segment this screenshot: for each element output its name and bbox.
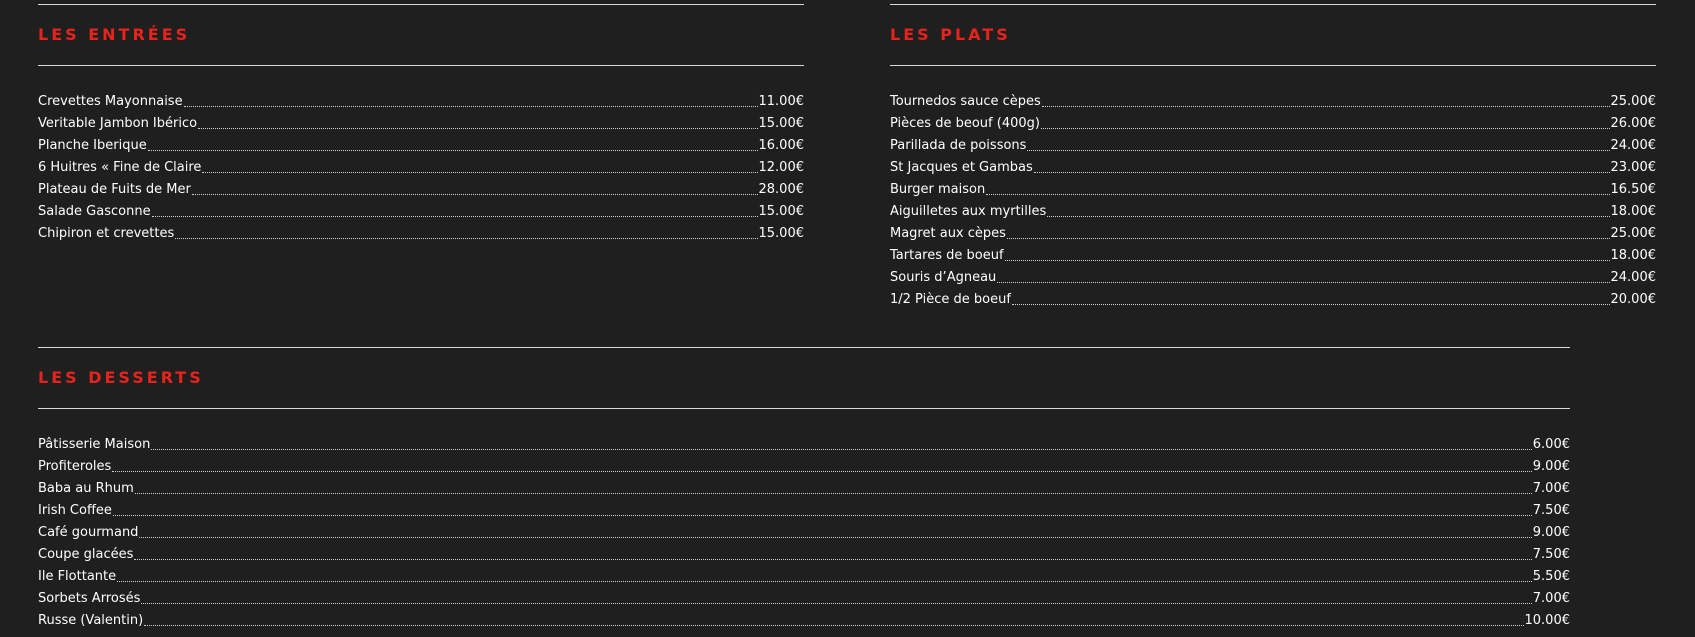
menu-item-name: Tartares de boeuf [890, 248, 1004, 263]
menu-item-name: Burger maison [890, 182, 986, 197]
menu-item-price: 24.00€ [1610, 138, 1656, 153]
menu-item [38, 220, 804, 242]
menu-item-price: 20.00€ [1610, 292, 1656, 307]
menu-item [38, 110, 804, 132]
dotted-leader [997, 281, 1609, 283]
menu-item-name: Sorbets Arrosés [38, 591, 141, 606]
section-plats [890, 0, 1656, 308]
menu-item-name: Chipiron et crevettes [38, 226, 175, 241]
dotted-leader [112, 470, 1531, 472]
menu-item [890, 88, 1656, 110]
menu-item [890, 176, 1656, 198]
menu-item-price: 26.00€ [1610, 116, 1656, 131]
menu-item [890, 264, 1656, 286]
menu-item-price: 23.00€ [1610, 160, 1656, 175]
dotted-leader [152, 215, 758, 217]
menu-item [38, 585, 1570, 607]
menu-item-name: Parillada de poissons [890, 138, 1027, 153]
dotted-leader [135, 492, 1532, 494]
menu-item-name: Profiteroles [38, 459, 112, 474]
menu-item-price: 25.00€ [1610, 94, 1656, 109]
menu-item-name: Ile Flottante [38, 569, 117, 584]
dotted-leader [1042, 105, 1610, 107]
menu-item [890, 286, 1656, 308]
menu-item-name: Crevettes Mayonnaise [38, 94, 183, 109]
section-title: LES PLATS [890, 25, 1011, 44]
menu-item-price: 16.50€ [1610, 182, 1656, 197]
menu-item [38, 607, 1570, 629]
menu-item-name: St Jacques et Gambas [890, 160, 1033, 175]
menu-item-price: 7.00€ [1532, 591, 1570, 606]
menu-item [38, 519, 1570, 541]
menu-list [890, 88, 1656, 308]
menu-item [38, 475, 1570, 497]
menu-item [38, 132, 804, 154]
menu-item [890, 110, 1656, 132]
dotted-leader [148, 149, 758, 151]
menu-item [38, 198, 804, 220]
menu-item [890, 198, 1656, 220]
menu-item-price: 12.00€ [758, 160, 804, 175]
menu-item-price: 15.00€ [758, 116, 804, 131]
divider-bottom [38, 408, 1570, 409]
dotted-leader [1047, 215, 1609, 217]
menu-item-price: 28.00€ [758, 182, 804, 197]
section-title: LES DESSERTS [38, 368, 204, 387]
dotted-leader [202, 171, 757, 173]
menu-item-price: 5.50€ [1532, 569, 1570, 584]
menu-item-name: 6 Huitres « Fine de Claire [38, 160, 202, 175]
menu-item-price: 7.00€ [1532, 481, 1570, 496]
dotted-leader [117, 580, 1532, 582]
menu-item [38, 88, 804, 110]
menu-item-price: 16.00€ [758, 138, 804, 153]
menu-item-price: 15.00€ [758, 226, 804, 241]
menu-item-name: Baba au Rhum [38, 481, 134, 496]
menu-item-price: 18.00€ [1610, 248, 1656, 263]
section-entrees [38, 0, 804, 242]
menu-item [38, 431, 1570, 453]
divider-bottom [890, 65, 1656, 66]
menu-list [38, 88, 804, 242]
dotted-leader [1027, 149, 1609, 151]
menu-item-name: Pâtisserie Maison [38, 437, 151, 452]
menu-item-price: 18.00€ [1610, 204, 1656, 219]
menu-item-name: Aiguilletes aux myrtilles [890, 204, 1047, 219]
dotted-leader [1007, 237, 1610, 239]
menu-item-price: 6.00€ [1532, 437, 1570, 452]
menu-item-name: Tournedos sauce cèpes [890, 94, 1041, 109]
dotted-leader [1034, 171, 1610, 173]
dotted-leader [192, 193, 758, 195]
menu-item-price: 15.00€ [758, 204, 804, 219]
menu-item-price: 24.00€ [1610, 270, 1656, 285]
menu-item-name: Russe (Valentin) [38, 613, 144, 628]
menu-item-name: Salade Gasconne [38, 204, 151, 219]
menu-item-name: Coupe glacées [38, 547, 134, 562]
menu-item-name: Irish Coffee [38, 503, 112, 518]
menu-item-price: 9.00€ [1532, 525, 1570, 540]
dotted-leader [1041, 127, 1610, 129]
menu-item-price: 7.50€ [1532, 503, 1570, 518]
menu-item-price: 11.00€ [758, 94, 804, 109]
menu-item-name: Veritable Jambon Ibérico [38, 116, 198, 131]
dotted-leader [1005, 259, 1610, 261]
menu-item [38, 541, 1570, 563]
dotted-leader [141, 602, 1531, 604]
menu-item [38, 453, 1570, 475]
menu-item-name: Planche Iberique [38, 138, 147, 153]
menu-item [890, 154, 1656, 176]
dotted-leader [198, 127, 757, 129]
dotted-leader [1012, 303, 1610, 305]
menu-item [38, 497, 1570, 519]
menu-item-name: 1/2 Pièce de boeuf [890, 292, 1011, 307]
section-title: LES ENTRÉES [38, 25, 191, 44]
menu-item-price: 9.00€ [1532, 459, 1570, 474]
menu-item [38, 176, 804, 198]
menu-item [890, 242, 1656, 264]
section-desserts [38, 347, 1570, 629]
menu-list [38, 431, 1570, 629]
menu-item [890, 220, 1656, 242]
menu-item-price: 25.00€ [1610, 226, 1656, 241]
menu-item-name: Magret aux cèpes [890, 226, 1006, 241]
menu-item-name: Plateau de Fuits de Mer [38, 182, 191, 197]
menu-item [38, 563, 1570, 585]
menu-item-name: Café gourmand [38, 525, 139, 540]
dotted-leader [134, 558, 1531, 560]
dotted-leader [184, 105, 758, 107]
dotted-leader [175, 237, 757, 239]
dotted-leader [113, 514, 1532, 516]
menu-item-name: Pièces de beouf (400g) [890, 116, 1040, 131]
menu-item-price: 10.00€ [1524, 613, 1570, 628]
dotted-leader [144, 624, 1523, 626]
menu-item-name: Souris d’Agneau [890, 270, 997, 285]
dotted-leader [139, 536, 1531, 538]
menu-item [38, 154, 804, 176]
dotted-leader [151, 448, 1531, 450]
menu-item [890, 132, 1656, 154]
divider-bottom [38, 65, 804, 66]
menu-item-price: 7.50€ [1532, 547, 1570, 562]
dotted-leader [986, 193, 1609, 195]
